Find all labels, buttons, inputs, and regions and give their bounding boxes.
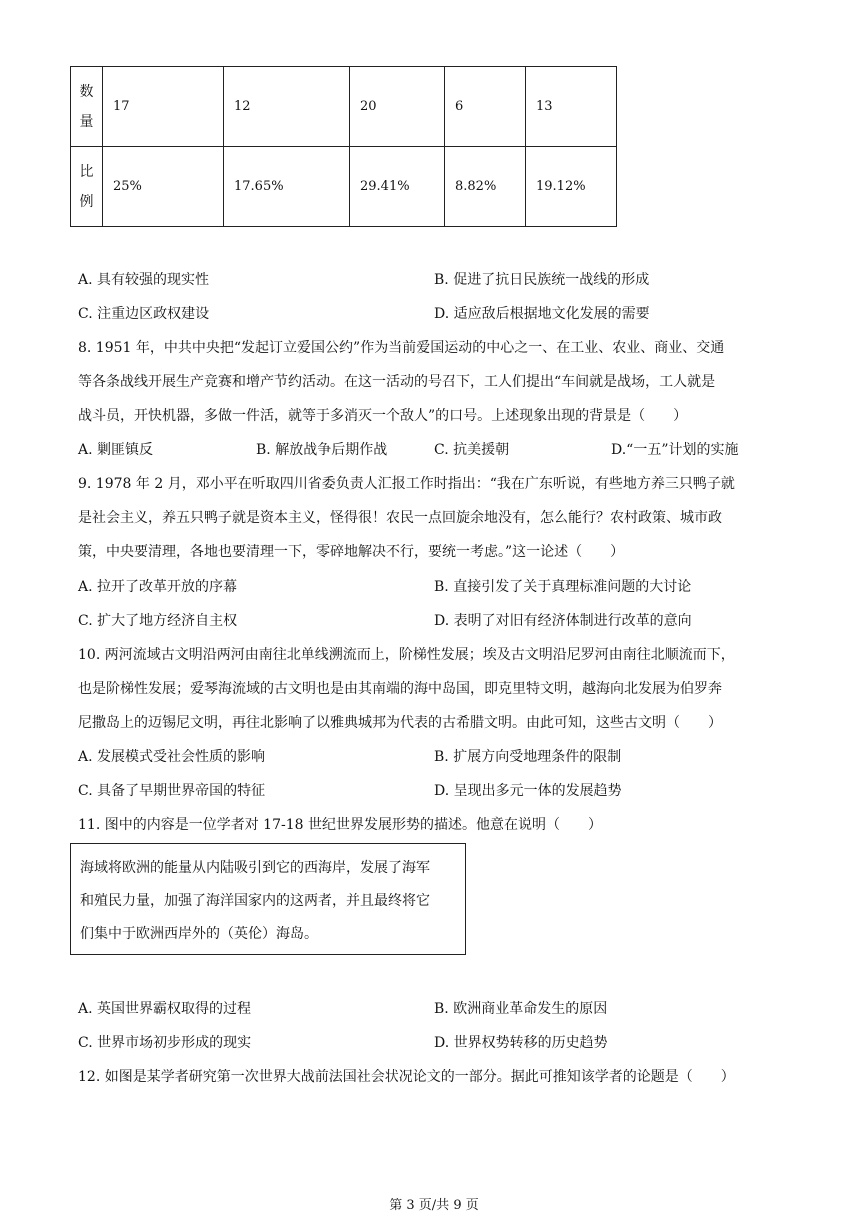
- row-header-ratio: 比 例: [71, 147, 103, 227]
- table-row-count: [71, 67, 617, 147]
- q9-stem-line-1: 9. 1978 年 2 月，邓小平在听取四川省委负责人汇报工作时指出：“我在广东听说，有些地方养三只鸭子就: [78, 476, 735, 492]
- q7-option-c: C. 注重边区政权建设: [78, 306, 210, 322]
- q9-option-d: D. 表明了对旧有经济体制进行改革的意向: [434, 613, 692, 629]
- q11-quote-line-3: 们集中于欧洲西岸外的（英伦）海岛。: [80, 926, 318, 942]
- page-footer: 第 3 页/共 9 页: [389, 1198, 479, 1213]
- table-cell: 13: [526, 67, 617, 147]
- table-cell: 25%: [103, 147, 224, 227]
- q11-stem: 11. 图中的内容是一位学者对 17-18 世纪世界发展形势的描述。他意在说明（ ）: [78, 817, 602, 833]
- table-cell: 19.12%: [526, 147, 617, 227]
- data-table: [70, 66, 617, 227]
- q10-option-b: B. 扩展方向受地理条件的限制: [434, 749, 622, 765]
- row-header-count: 数 量: [71, 67, 103, 147]
- q8-option-d: D.“一五”计划的实施: [611, 442, 739, 458]
- q9-option-b: B. 直接引发了关于真理标准问题的大讨论: [434, 579, 692, 595]
- q9-stem-line-3: 策，中央要清理，各地也要清理一下，零碎地解决不行，要统一考虑。”这一论述（ ）: [78, 544, 625, 560]
- table-cell: 6: [445, 67, 526, 147]
- table-row-ratio: [71, 147, 617, 227]
- q8-option-a: A. 剿匪镇反: [78, 442, 154, 458]
- q7-option-d: D. 适应敌后根据地文化发展的需要: [434, 306, 650, 322]
- q10-option-a: A. 发展模式受社会性质的影响: [78, 749, 266, 765]
- q11-option-a: A. 英国世界霸权取得的过程: [78, 1001, 252, 1017]
- q8-stem-line-1: 8. 1951 年，中共中央把“发起订立爱国公约”作为当前爱国运动的中心之一、在工业、农业、商业、交通: [78, 340, 725, 356]
- q9-stem-line-2: 是社会主义，养五只鸭子就是资本主义，怪得很！农民一点回旋余地没有，怎么能行？农村政策、城市政: [78, 510, 722, 526]
- table-cell: 8.82%: [445, 147, 526, 227]
- q7-option-b: B. 促进了抗日民族统一战线的形成: [434, 272, 650, 288]
- table-cell: 20: [350, 67, 445, 147]
- q10-stem-line-2: 也是阶梯性发展；爱琴海流域的古文明也是由其南端的海中岛国，即克里特文明，越海向北发展为伯罗奔: [78, 681, 722, 697]
- table-cell: 17: [103, 67, 224, 147]
- q11-option-b: B. 欧洲商业革命发生的原因: [434, 1001, 608, 1017]
- q10-option-d: D. 呈现出多元一体的发展趋势: [434, 783, 622, 799]
- q10-stem-line-3: 尼撒岛上的迈锡尼文明，再往北影响了以雅典城邦为代表的古希腊文明。由此可知，这些古文明（ ）: [78, 715, 722, 731]
- q11-option-c: C. 世界市场初步形成的现实: [78, 1035, 252, 1051]
- q9-option-a: A. 拉开了改革开放的序幕: [78, 579, 238, 595]
- table-cell: 12: [224, 67, 350, 147]
- q9-option-c: C. 扩大了地方经济自主权: [78, 613, 238, 629]
- q8-option-b: B. 解放战争后期作战: [256, 442, 388, 458]
- q8-option-c: C. 抗美援朝: [434, 442, 510, 458]
- q8-stem-line-2: 等各条战线开展生产竞赛和增产节约活动。在这一活动的号召下，工人们提出“车间就是战场，工人就是: [78, 374, 716, 390]
- q8-stem-line-3: 战斗员，开快机器，多做一件活，就等于多消灭一个敌人”的口号。上述现象出现的背景是（ ）: [78, 408, 688, 424]
- q11-quote-line-1: 海域将欧洲的能量从内陆吸引到它的西海岸，发展了海军: [80, 860, 430, 876]
- q10-option-c: C. 具备了早期世界帝国的特征: [78, 783, 266, 799]
- q10-stem-line-1: 10. 两河流域古文明沿两河由南往北单线溯流而上，阶梯性发展；埃及古文明沿尼罗河由南往北顺流而下，: [78, 647, 735, 663]
- q7-option-a: A. 具有较强的现实性: [78, 272, 210, 288]
- table-cell: 17.65%: [224, 147, 350, 227]
- table-cell: 29.41%: [350, 147, 445, 227]
- q11-quote-line-2: 和殖民力量，加强了海洋国家内的这两者，并且最终将它: [80, 893, 430, 909]
- q11-quote-box: [70, 843, 466, 955]
- q11-option-d: D. 世界权势转移的历史趋势: [434, 1035, 608, 1051]
- q12-stem: 12. 如图是某学者研究第一次世界大战前法国社会状况论文的一部分。据此可推知该学者的论题是（ ）: [78, 1069, 735, 1085]
